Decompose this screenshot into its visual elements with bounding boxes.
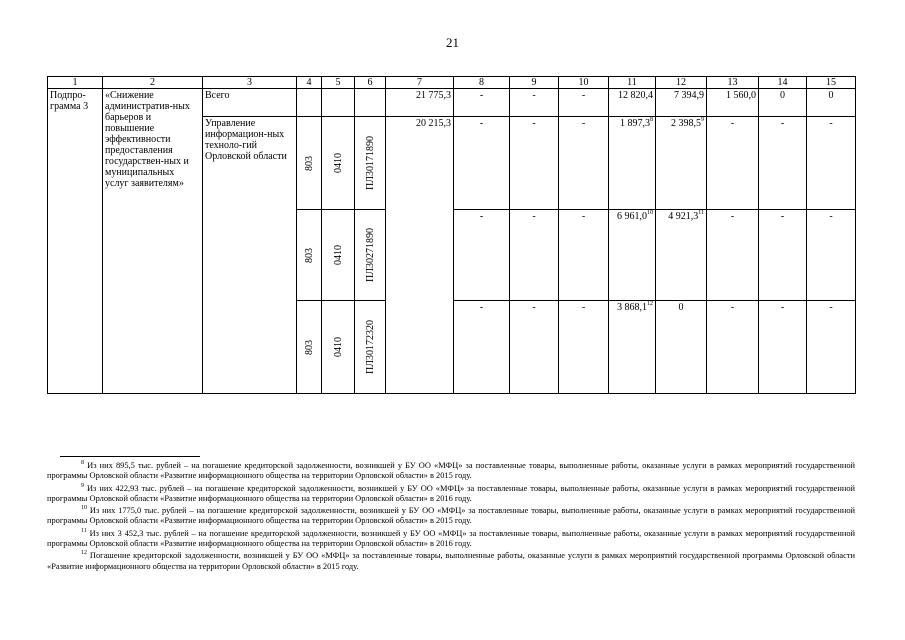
row3-c8: - — [454, 301, 510, 394]
row1-c11: 1 897,3$^8$ — [609, 117, 656, 210]
header-cell: 3 — [203, 77, 297, 89]
executor-total: 20 215,3 — [386, 117, 454, 394]
page-number: 21 — [446, 35, 459, 50]
footnote-ref: 9 — [701, 117, 704, 123]
row3-c6: ПЛ30172320 — [355, 301, 386, 394]
row1-c14: - — [759, 117, 807, 210]
program-name: «Снижение административ-ных барьеров и повышение эффективности предоставления государствен-ных и муниципальных услуг заявителям» — [103, 89, 203, 394]
executor: Управление информацион-ных техноло-гий Орловской области — [203, 117, 297, 394]
row2-c11: 6 961,0$^{10}$ — [609, 210, 656, 301]
header-cell: 4 — [297, 77, 322, 89]
row3-c5: 0410 — [322, 301, 355, 394]
row3-c13: - — [707, 301, 759, 394]
header-cell: 2 — [103, 77, 203, 89]
row1-c15: - — [807, 117, 856, 210]
footnote: $^{12}$ Погашение кредиторской задолженности, возникшей у БУ ОО «МФЦ» за поставленные товары, выполненные работы, оказанные услуги в рамках мероприятий государственной программы Орловской области «Развитие информационного общества на территории Орловской области» в 2015 году. — [47, 550, 856, 571]
header-cell: 8 — [454, 77, 510, 89]
total-c9: - — [510, 89, 559, 117]
row3-c12: 0 — [656, 301, 707, 394]
row3-c15: - — [807, 301, 856, 394]
header-cell: 13 — [707, 77, 759, 89]
header-cell: 15 — [807, 77, 856, 89]
footnote-ref: 11 — [698, 210, 704, 216]
total-c12: 7 394,9 — [656, 89, 707, 117]
header-cell: 5 — [322, 77, 355, 89]
header-cell: 7 — [386, 77, 454, 89]
total-c7: 21 775,3 — [386, 89, 454, 117]
row2-c12: 4 921,3$^{11}$ — [656, 210, 707, 301]
row1-c6: ПЛ30171890 — [355, 117, 386, 210]
header-cell: 9 — [510, 77, 559, 89]
row2-c4: 803 — [297, 210, 322, 301]
header-row — [48, 77, 856, 89]
total-c13: 1 560,0 — [707, 89, 759, 117]
table-cell — [322, 89, 355, 117]
row3-c10: - — [559, 301, 609, 394]
row1-c8: - — [454, 117, 510, 210]
row2-c13: - — [707, 210, 759, 301]
budget-table — [47, 76, 856, 394]
footnote-divider — [60, 456, 200, 457]
total-c11: 12 820,4 — [609, 89, 656, 117]
row3-c4: 803 — [297, 301, 322, 394]
row2-c14: - — [759, 210, 807, 301]
row2-c6: ПЛ30271890 — [355, 210, 386, 301]
footnote-ref: 8 — [650, 117, 653, 123]
footnote: $^{10}$ Из них 1775,0 тыс. рублей – на погашение кредиторской задолженности, возникшей у БУ ОО «МФЦ» за поставленные товары, выполненные работы, оказанные услуги в рамках мероприятий государственной программы Орловской области «Развитие информационного общества на территории Орловской области» в 2015 году. — [47, 505, 856, 526]
header-cell: 1 — [48, 77, 103, 89]
footnote-ref: 10 — [647, 210, 653, 216]
row1-c9: - — [510, 117, 559, 210]
footnotes — [47, 461, 855, 574]
header-cell: 6 — [355, 77, 386, 89]
row1-c4: 803 — [297, 117, 322, 210]
total-c15: 0 — [807, 89, 856, 117]
row1-c5: 0410 — [322, 117, 355, 210]
row1-c12: 2 398,5$^9$ — [656, 117, 707, 210]
row1-c10: - — [559, 117, 609, 210]
row2-c5: 0410 — [322, 210, 355, 301]
row2-c15: - — [807, 210, 856, 301]
row2-c10: - — [559, 210, 609, 301]
table-cell — [355, 89, 386, 117]
total-c8: - — [454, 89, 510, 117]
footnote: $^{11}$ Из них 3 452,3 тыс. рублей – на погашение кредиторской задолженности, возникшей у БУ ОО «МФЦ» за поставленные товары, выполненные работы, оказанные услуги в рамках мероприятий государственной программы Орловской области «Развитие информационного общества на территории Орловской области» в 2016 году. — [47, 527, 855, 549]
table-cell — [297, 89, 322, 117]
row2-c9: - — [510, 210, 559, 301]
total-c14: 0 — [759, 89, 807, 117]
total-label: Всего — [203, 89, 297, 117]
footnote: $^8$ Из них 895,5 тыс. рублей – на погашение кредиторской задолженности, возникшей у БУ ОО «МФЦ» за поставленные товары, выполненные работы, оказанные услуги в рамках мероприятий государственной программы Орловской области «Развитие информационного общества на территории Орловской области» в 2015 году. — [47, 460, 855, 481]
header-cell: 12 — [656, 77, 707, 89]
footnote-ref: 12 — [647, 301, 653, 307]
header-cell: 14 — [759, 77, 807, 89]
header-cell: 11 — [609, 77, 656, 89]
footnote: $^9$ Из них 422,93 тыс. рублей – на погашение кредиторской задолженности, возникшей у БУ ОО «МФЦ» за поставленные товары, выполненные работы, оказанные услуги в рамках мероприятий государственной программы Орловской области «Развитие информационного общества на территории Орловской области» в 2016 году. — [47, 482, 855, 503]
row3-c9: - — [510, 301, 559, 394]
header-cell: 10 — [559, 77, 609, 89]
row1-c13: - — [707, 117, 759, 210]
total-c10: - — [559, 89, 609, 117]
row3-c11: 3 868,1$^{12}$ — [609, 301, 656, 394]
row3-c14: - — [759, 301, 807, 394]
row2-c8: - — [454, 210, 510, 301]
program-label: Подпро-грамма 3 — [48, 89, 103, 394]
table-row — [48, 89, 856, 117]
